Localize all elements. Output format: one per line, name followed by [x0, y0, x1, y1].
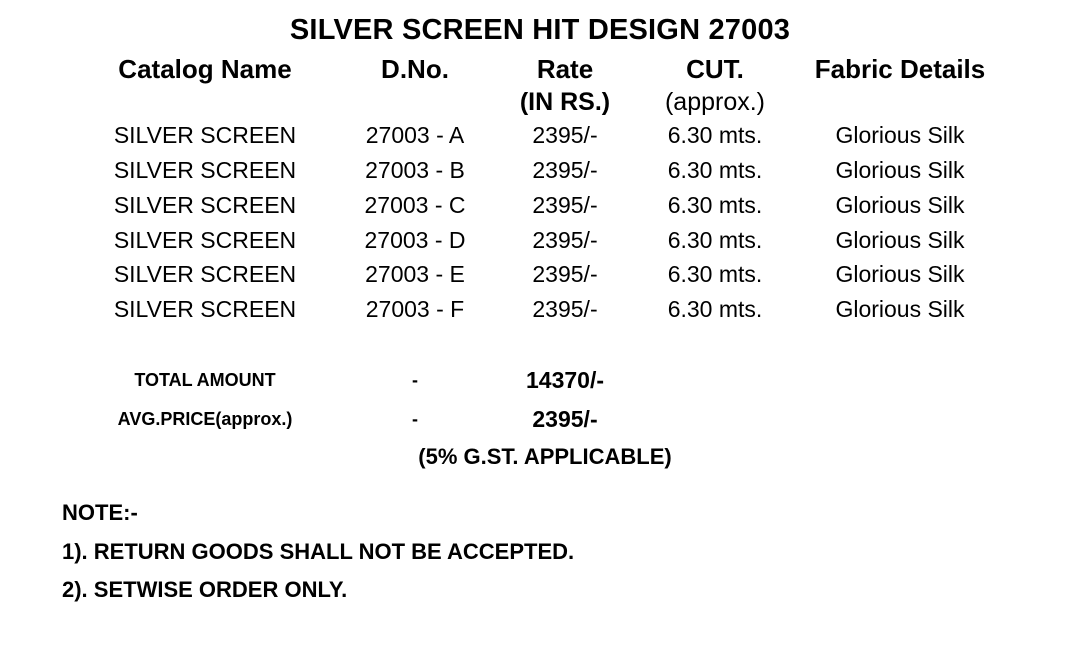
subheader-dno [340, 86, 490, 118]
table-row [70, 153, 1010, 188]
cell-rate: 2395/- [532, 296, 598, 323]
total-amount-label: TOTAL AMOUNT [134, 369, 276, 390]
cell-cut: 6.30 mts. [667, 191, 763, 218]
total-amount-row [70, 361, 1010, 400]
notes-section [62, 494, 1080, 610]
product-table [70, 53, 1010, 327]
note-item-2: 2). SETWISE ORDER ONLY. [62, 577, 348, 603]
column-header-cut: CUT. [686, 54, 744, 84]
total-amount-value: 14370/- [525, 366, 604, 393]
cell-rate: 2395/- [532, 122, 598, 149]
totals-spacer [640, 361, 1010, 400]
subheader-catalog-name [70, 86, 340, 118]
cell-cut: 6.30 mts. [667, 122, 763, 149]
total-amount-dash: - [412, 369, 418, 390]
document-title: SILVER SCREEN HIT DESIGN 27003 [289, 14, 791, 46]
table-row [70, 292, 1010, 327]
cell-catalog-name: SILVER SCREEN [113, 122, 297, 149]
column-header-rate: Rate [536, 54, 594, 84]
notes-heading: NOTE:- [62, 500, 138, 526]
table-header-row [70, 53, 1010, 86]
cell-dno: 27003 - F [365, 296, 465, 323]
document-page [0, 14, 1080, 665]
cell-fabric: Glorious Silk [835, 261, 965, 288]
note-item-1: 1). RETURN GOODS SHALL NOT BE ACCEPTED. [62, 538, 575, 564]
cell-rate: 2395/- [532, 191, 598, 218]
table-row [70, 223, 1010, 258]
cell-dno: 27003 - C [364, 191, 466, 218]
cell-fabric: Glorious Silk [835, 226, 965, 253]
gst-note: (5% G.ST. APPLICABLE) [418, 444, 672, 470]
cell-catalog-name: SILVER SCREEN [113, 261, 297, 288]
table-row [70, 118, 1010, 153]
cell-dno: 27003 - E [365, 261, 465, 288]
cell-cut: 6.30 mts. [667, 226, 763, 253]
totals-spacer [640, 400, 1010, 439]
subheader-fabric-details [790, 86, 1010, 118]
avg-price-label: AVG.PRICE(approx.) [117, 408, 293, 429]
cell-cut: 6.30 mts. [667, 296, 763, 323]
totals-table [70, 361, 1010, 439]
column-header-dno: D.No. [381, 54, 449, 84]
cell-dno: 27003 - B [365, 157, 465, 184]
subheader-rate-unit: (IN RS.) [519, 88, 611, 117]
cell-dno: 27003 - A [365, 122, 465, 149]
cell-rate: 2395/- [532, 157, 598, 184]
table-subheader-row [70, 86, 1010, 118]
cell-catalog-name: SILVER SCREEN [113, 157, 297, 184]
cell-dno: 27003 - D [364, 226, 466, 253]
cell-rate: 2395/- [532, 226, 598, 253]
avg-price-row [70, 400, 1010, 439]
cell-catalog-name: SILVER SCREEN [113, 296, 297, 323]
cell-fabric: Glorious Silk [835, 296, 965, 323]
cell-fabric: Glorious Silk [835, 122, 965, 149]
cell-catalog-name: SILVER SCREEN [113, 191, 297, 218]
avg-price-dash: - [412, 408, 418, 429]
subheader-cut-approx: (approx.) [664, 88, 766, 117]
cell-cut: 6.30 mts. [667, 261, 763, 288]
cell-rate: 2395/- [532, 261, 598, 288]
cell-fabric: Glorious Silk [835, 157, 965, 184]
table-row [70, 257, 1010, 292]
table-row [70, 188, 1010, 223]
cell-fabric: Glorious Silk [835, 191, 965, 218]
cell-catalog-name: SILVER SCREEN [113, 226, 297, 253]
column-header-catalog-name: Catalog Name [118, 54, 292, 84]
column-header-fabric-details: Fabric Details [814, 54, 986, 84]
cell-cut: 6.30 mts. [667, 157, 763, 184]
avg-price-value: 2395/- [532, 405, 598, 432]
